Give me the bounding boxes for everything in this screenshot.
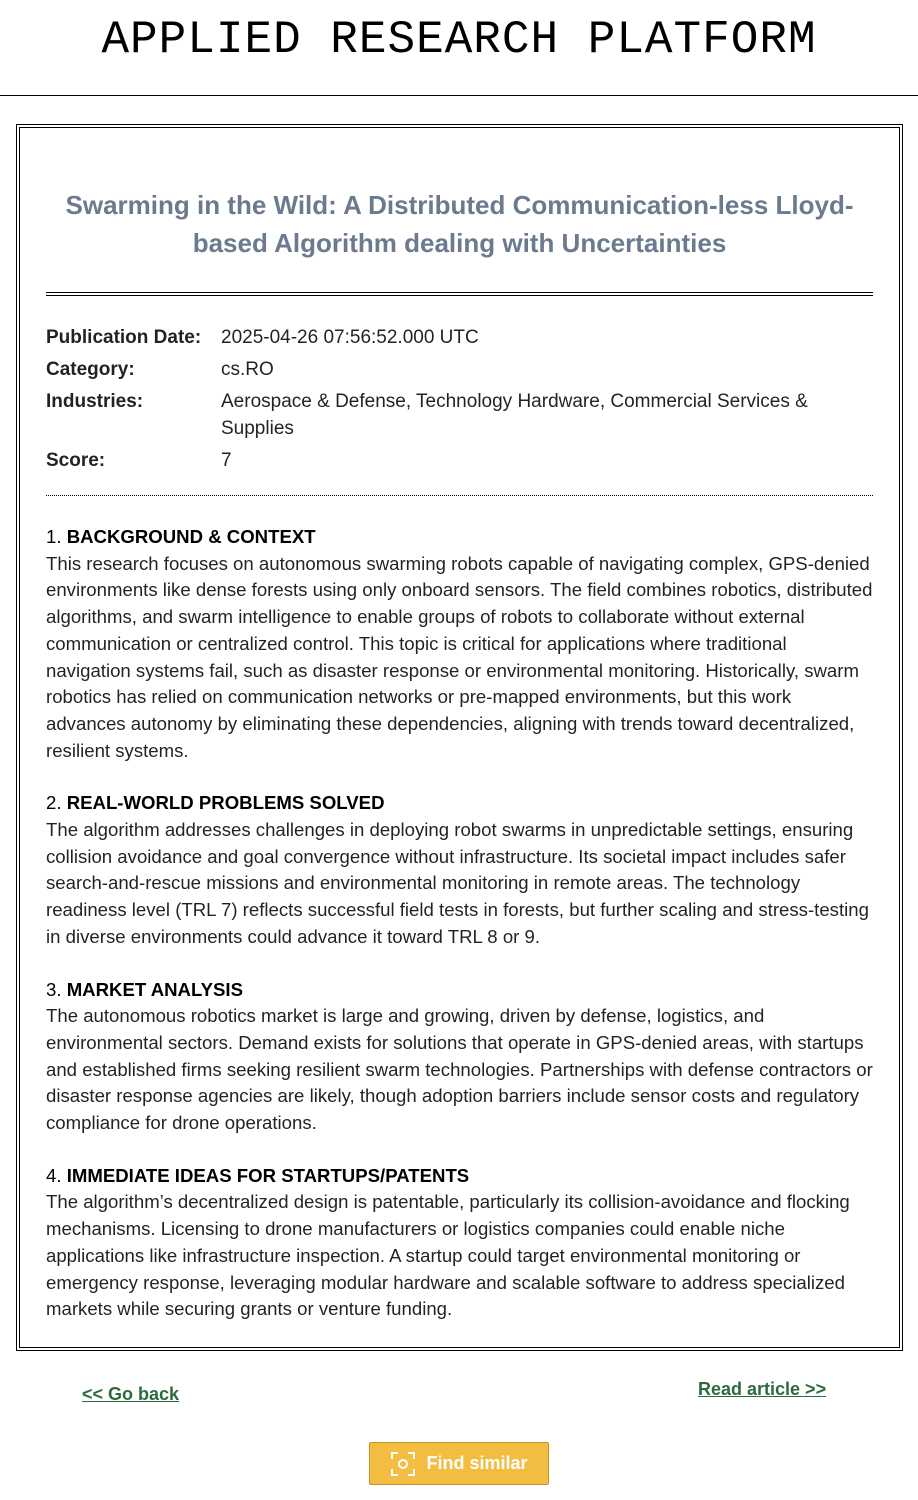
section-market bbox=[46, 977, 873, 1137]
meta-industries bbox=[46, 388, 873, 442]
section-body: The algorithm’s decentralized design is patentable, particularly its collision-avoidance and flocking mechanisms. Licensing to drone manufacturers or logistics companies could enable niche applications like infrastructure inspection. A startup could target environmental monitoring or emergency response, leveraging modular hardware and scalable software to address specialized markets while securing grants or venture funding. bbox=[46, 1191, 850, 1320]
section-heading bbox=[46, 524, 873, 551]
paper-metadata bbox=[46, 324, 873, 474]
meta-label: Publication Date: bbox=[46, 327, 202, 348]
analysis-sections bbox=[46, 524, 873, 1323]
section-heading bbox=[46, 1163, 873, 1190]
meta-divider bbox=[46, 495, 873, 496]
section-number: 3. bbox=[46, 978, 62, 1000]
find-similar-button[interactable] bbox=[369, 1442, 549, 1485]
meta-label: Industries: bbox=[46, 391, 144, 412]
section-title: BACKGROUND & CONTEXT bbox=[66, 526, 316, 547]
meta-value: 7 bbox=[221, 450, 232, 471]
section-number: 2. bbox=[46, 792, 62, 814]
scan-icon bbox=[390, 1451, 416, 1477]
section-startup-ideas bbox=[46, 1163, 873, 1323]
meta-score bbox=[46, 447, 873, 474]
section-problems bbox=[46, 790, 873, 950]
paper-card bbox=[16, 124, 903, 1351]
section-title: IMMEDIATE IDEAS FOR STARTUPS/PATENTS bbox=[66, 1164, 470, 1186]
section-title: REAL-WORLD PROBLEMS SOLVED bbox=[66, 792, 385, 814]
section-heading bbox=[46, 977, 873, 1004]
section-body: The autonomous robotics market is large and growing, driven by defense, logistics, and environmental sectors. Demand exists for solutions that operate in GPS-denied areas, with startups and established firms seeking resilient swarm technologies. Partnerships with defense contractors or disaster response agencies are likely, though adoption barriers include sensor costs and regulatory compliance for drone operations. bbox=[46, 1005, 873, 1134]
meta-publication-date bbox=[46, 324, 873, 351]
site-header bbox=[0, 0, 918, 96]
section-body: This research focuses on autonomous swarming robots capable of navigating complex, GPS-denied environments like dense forests using only onboard sensors. The field combines robotics, distributed algorithms, and swarm intelligence to enable groups of robots to collaborate without external communication or centralized control. This topic is critical for applications where traditional navigation systems fail, such as disaster response or environmental monitoring. Historically, swarm robotics has relied on communication networks or pre-mapped environments, but this work advances autonomy by eliminating these dependencies, aligning with trends toward decentralized, resilient systems. bbox=[46, 552, 873, 761]
meta-label: Category: bbox=[46, 359, 135, 380]
section-number: 4. bbox=[46, 1164, 62, 1186]
read-article-link[interactable]: Read article >> bbox=[698, 1379, 827, 1399]
meta-category bbox=[46, 356, 873, 383]
section-title: MARKET ANALYSIS bbox=[66, 978, 244, 1000]
paper-title: Swarming in the Wild: A Distributed Communication-less Lloyd-based Algorithm dealing with Uncertainties bbox=[65, 190, 854, 258]
find-similar-label: Find similar bbox=[426, 1453, 528, 1473]
meta-value: Aerospace & Defense, Technology Hardware, Commercial Services & Supplies bbox=[221, 391, 808, 439]
meta-value: 2025-04-26 07:56:52.000 UTC bbox=[221, 327, 479, 348]
site-title: APPLIED RESEARCH PLATFORM bbox=[101, 13, 817, 66]
section-body: The algorithm addresses challenges in deploying robot swarms in unpredictable settings, ensuring collision avoidance and goal convergence without infrastructure. Its societal impact includes safer search-and-rescue missions and environmental monitoring in remote areas. The technology readiness level (TRL 7) reflects successful field tests in forests, but further scaling and stress-testing in diverse environments could advance it toward TRL 8 or 9. bbox=[46, 819, 869, 947]
title-divider bbox=[46, 292, 873, 296]
go-back-link[interactable]: << Go back bbox=[82, 1384, 180, 1404]
meta-value: cs.RO bbox=[221, 359, 274, 380]
meta-label: Score: bbox=[46, 450, 106, 471]
section-heading bbox=[46, 790, 873, 817]
section-background bbox=[46, 524, 873, 764]
section-number: 1. bbox=[46, 526, 62, 547]
